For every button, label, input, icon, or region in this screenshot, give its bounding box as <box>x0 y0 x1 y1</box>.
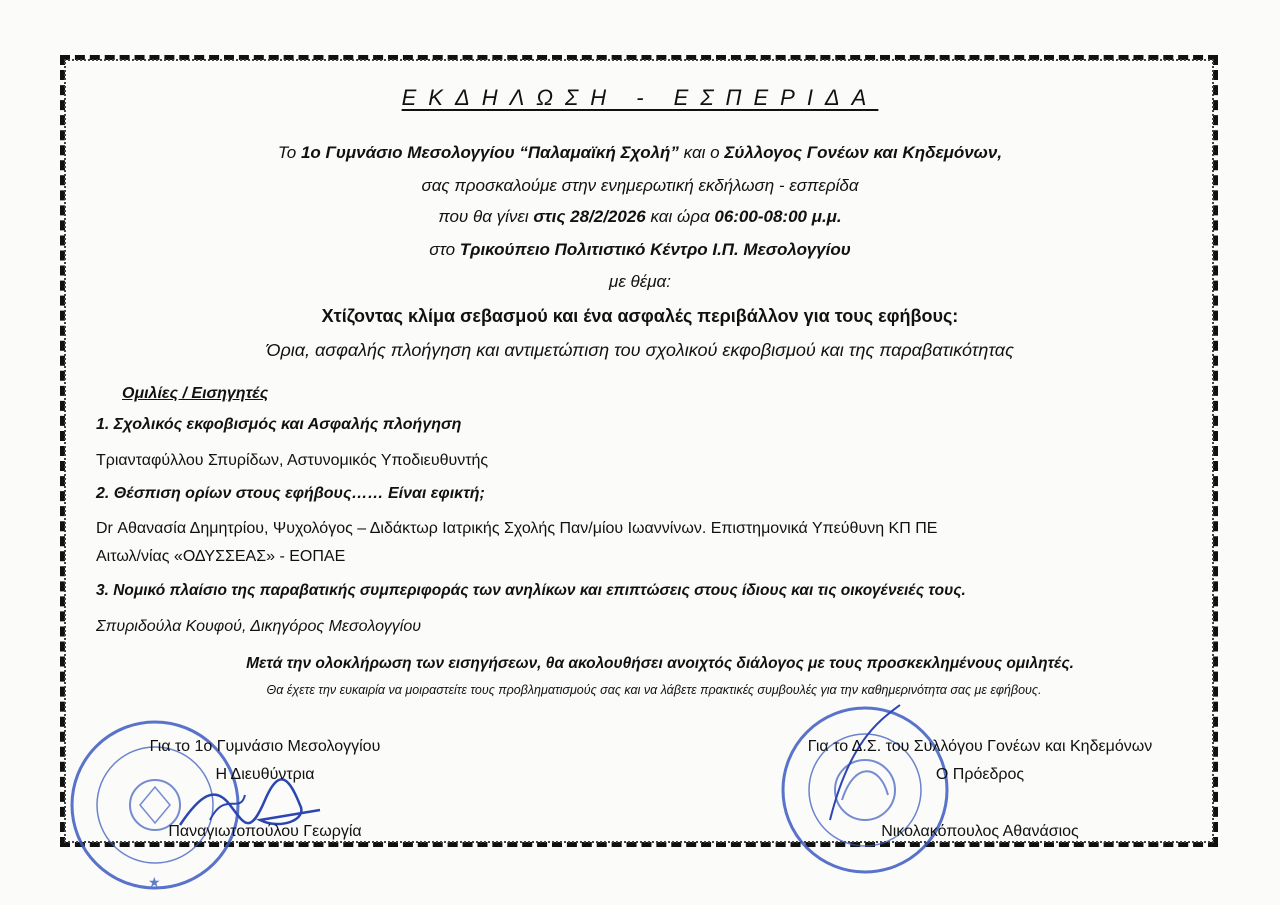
talk-2-speaker-line-1: Dr Αθανασία Δημητρίου, Ψυχολόγος – Διδάκτωρ Ιατρικής Σχολής Παν/μίου Ιωαννίνων. Επιστημονικά Υπεύθυνη ΚΠ ΠΕ <box>96 520 938 537</box>
event-date: στις 28/2/2026 <box>533 207 646 226</box>
school-name: 1ο Γυμνάσιο Μεσολογγίου “Παλαμαϊκή Σχολή” <box>300 143 679 162</box>
talk-2-title: 2. Θέσπιση ορίων στους εφήβους…… Είναι εφικτή; <box>96 485 485 502</box>
right-signature-org: Για το Δ.Σ. του Συλλόγου Γονέων και Κηδεμόνων <box>807 738 1153 755</box>
left-signature-org: Για το 1ο Γυμνάσιο Μεσολογγίου <box>149 738 381 755</box>
intro-line-1: Το 1ο Γυμνάσιο Μεσολογγίου “Παλαμαϊκή Σχολή” και ο Σύλλογος Γονέων και Κηδεμόνων, <box>277 143 1003 162</box>
left-signature-name: Παναγιωτοπούλου Γεωργία <box>168 823 362 840</box>
topic-main: Χτίζοντας κλίμα σεβασμού και ένα ασφαλές περιβάλλον για τους εφήβους: <box>321 306 959 326</box>
talk-1-speaker: Τριανταφύλλου Σπυρίδων, Αστυνομικός Υποδιευθυντής <box>96 452 489 469</box>
intro-line-2: σας προσκαλούμε στην ενημερωτική εκδήλωση - εσπερίδα <box>421 176 859 195</box>
talks-heading: Ομιλίες / Εισηγητές <box>122 385 269 402</box>
association-name: Σύλλογος Γονέων και Κηδεμόνων, <box>724 143 1003 162</box>
talk-2-speaker-line-2: Αιτωλ/νίας «ΟΔΥΣΣΕΑΣ» - ΕΟΠΑΕ <box>96 548 346 565</box>
left-signature-role: Η Διευθύντρια <box>215 766 315 783</box>
talk-3-speaker: Σπυριδούλα Κουφού, Δικηγόρος Μεσολογγίου <box>96 618 422 635</box>
intro-line-4: στο Τρικούπειο Πολιτιστικό Κέντρο Ι.Π. Μεσολογγίου <box>429 240 851 259</box>
right-signature-role: Ο Πρόεδρος <box>935 766 1025 783</box>
event-venue: Τρικούπειο Πολιτιστικό Κέντρο Ι.Π. Μεσολογγίου <box>459 240 851 259</box>
association-stamp <box>770 700 960 880</box>
intro-line-3: που θα γίνει στις 28/2/2026 και ώρα 06:00-08:00 μ.μ. <box>438 207 842 226</box>
intro-line-5: με θέμα: <box>609 272 671 291</box>
right-signature-name: Νικολακόπουλος Αθανάσιος <box>881 823 1079 840</box>
page-title: ΕΚΔΗΛΩΣΗ - ΕΣΠΕΡΙΔΑ <box>401 85 879 110</box>
talk-3-title: 3. Νομικό πλαίσιο της παραβατικής συμπεριφοράς των ανηλίκων και επιπτώσεις στους ίδιους και τις οικογένειές τους. <box>96 582 966 599</box>
talk-1-title: 1. Σχολικός εκφοβισμός και Ασφαλής πλοήγηση <box>96 416 462 433</box>
event-time: 06:00-08:00 μ.μ. <box>714 207 842 226</box>
closing-line-1: Μετά την ολοκλήρωση των εισηγήσεων, θα ακολουθήσει ανοιχτός διάλογος με τους προσκεκλημένους ομιλητές. <box>246 655 1074 672</box>
topic-sub: Όρια, ασφαλής πλοήγηση και αντιμετώπιση του σχολικού εκφοβισμού και της παραβατικότητας <box>266 340 1014 360</box>
closing-line-2: Θα έχετε την ευκαιρία να μοιραστείτε τους προβληματισμούς σας και να λάβετε πρακτικές συμβουλές για την καθημερινότητα σας με εφήβους. <box>266 683 1042 697</box>
svg-text:★: ★ <box>148 875 161 891</box>
